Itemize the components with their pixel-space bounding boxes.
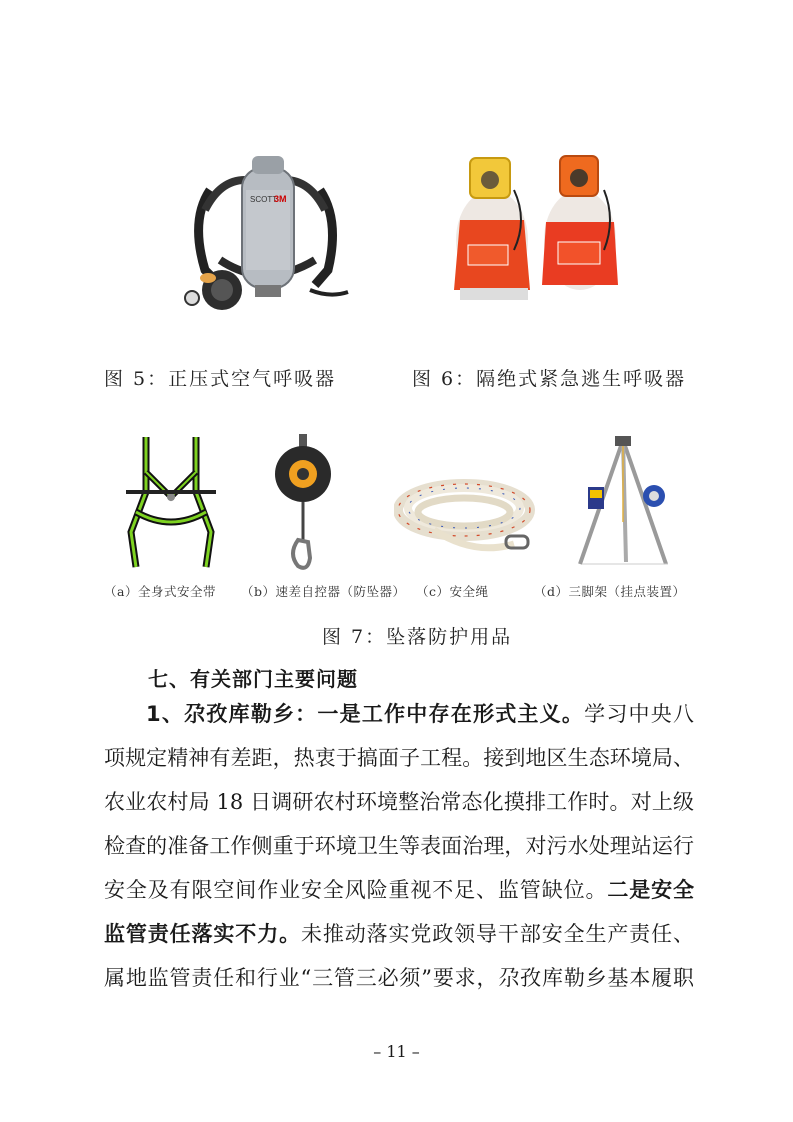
figure-5-caption: 图 5：正压式空气呼吸器 — [104, 368, 337, 390]
paragraph-text: 安全及有限空间作业安全风险重视不足、监管缺位。 — [104, 878, 608, 902]
self-retracting-lifeline-image — [268, 432, 338, 572]
paragraph-line-2: 项规定精神有差距，热衷于搞面子工程。接到地区生态环境局、 — [104, 746, 694, 770]
paragraph-line-5 — [104, 868, 694, 912]
full-body-harness-image — [116, 432, 226, 572]
page-number: – 11 – — [373, 1042, 420, 1061]
safety-rope-image — [394, 470, 544, 562]
body-paragraph — [104, 692, 694, 1000]
scba-image — [170, 150, 360, 320]
paragraph-line-3: 农业农村局 18 日调研农村环境整治常态化摸排工作时。对上级 — [104, 790, 694, 814]
paragraph-bold-lead: 1、尕孜库勒乡：一是工作中存在形式主义。 — [146, 702, 585, 726]
paragraph-line-7: 属地监管责任和行业“三管三必须”要求，尕孜库勒乡基本履职 — [104, 966, 694, 990]
paragraph-line-1 — [104, 692, 694, 736]
paragraph-text: 学习中央八 — [584, 702, 694, 726]
cylinder-brand-logo: 3M — [274, 194, 287, 204]
fig7-item-a-label: （a）全身式安全带 — [104, 584, 216, 599]
cylinder-brand-text: SCOTT — [250, 195, 278, 204]
fig7-item-c-label: （c）安全绳 — [416, 584, 489, 599]
paragraph-bold-point: 监管责任落实不力。 — [104, 922, 301, 946]
paragraph-bold-point: 二是安全 — [607, 878, 694, 902]
figure-7-caption: 图 7：坠落防护用品 — [322, 626, 513, 648]
tripod-image — [568, 432, 678, 572]
paragraph-line-4: 检查的准备工作侧重于环境卫生等表面治理，对污水处理站运行 — [104, 834, 694, 858]
fig7-item-b-label: （b）速差自控器（防坠器） — [241, 584, 406, 599]
paragraph-line-6 — [104, 912, 694, 956]
section-heading: 七、有关部门主要问题 — [148, 667, 358, 691]
figure-6-caption: 图 6：隔绝式紧急逃生呼吸器 — [412, 368, 687, 390]
fig7-item-d-label: （d）三脚架（挂点装置） — [534, 584, 686, 599]
paragraph-text: 未推动落实党政领导干部安全生产责任、 — [300, 922, 694, 946]
escape-breathing-apparatus-image — [440, 150, 630, 320]
